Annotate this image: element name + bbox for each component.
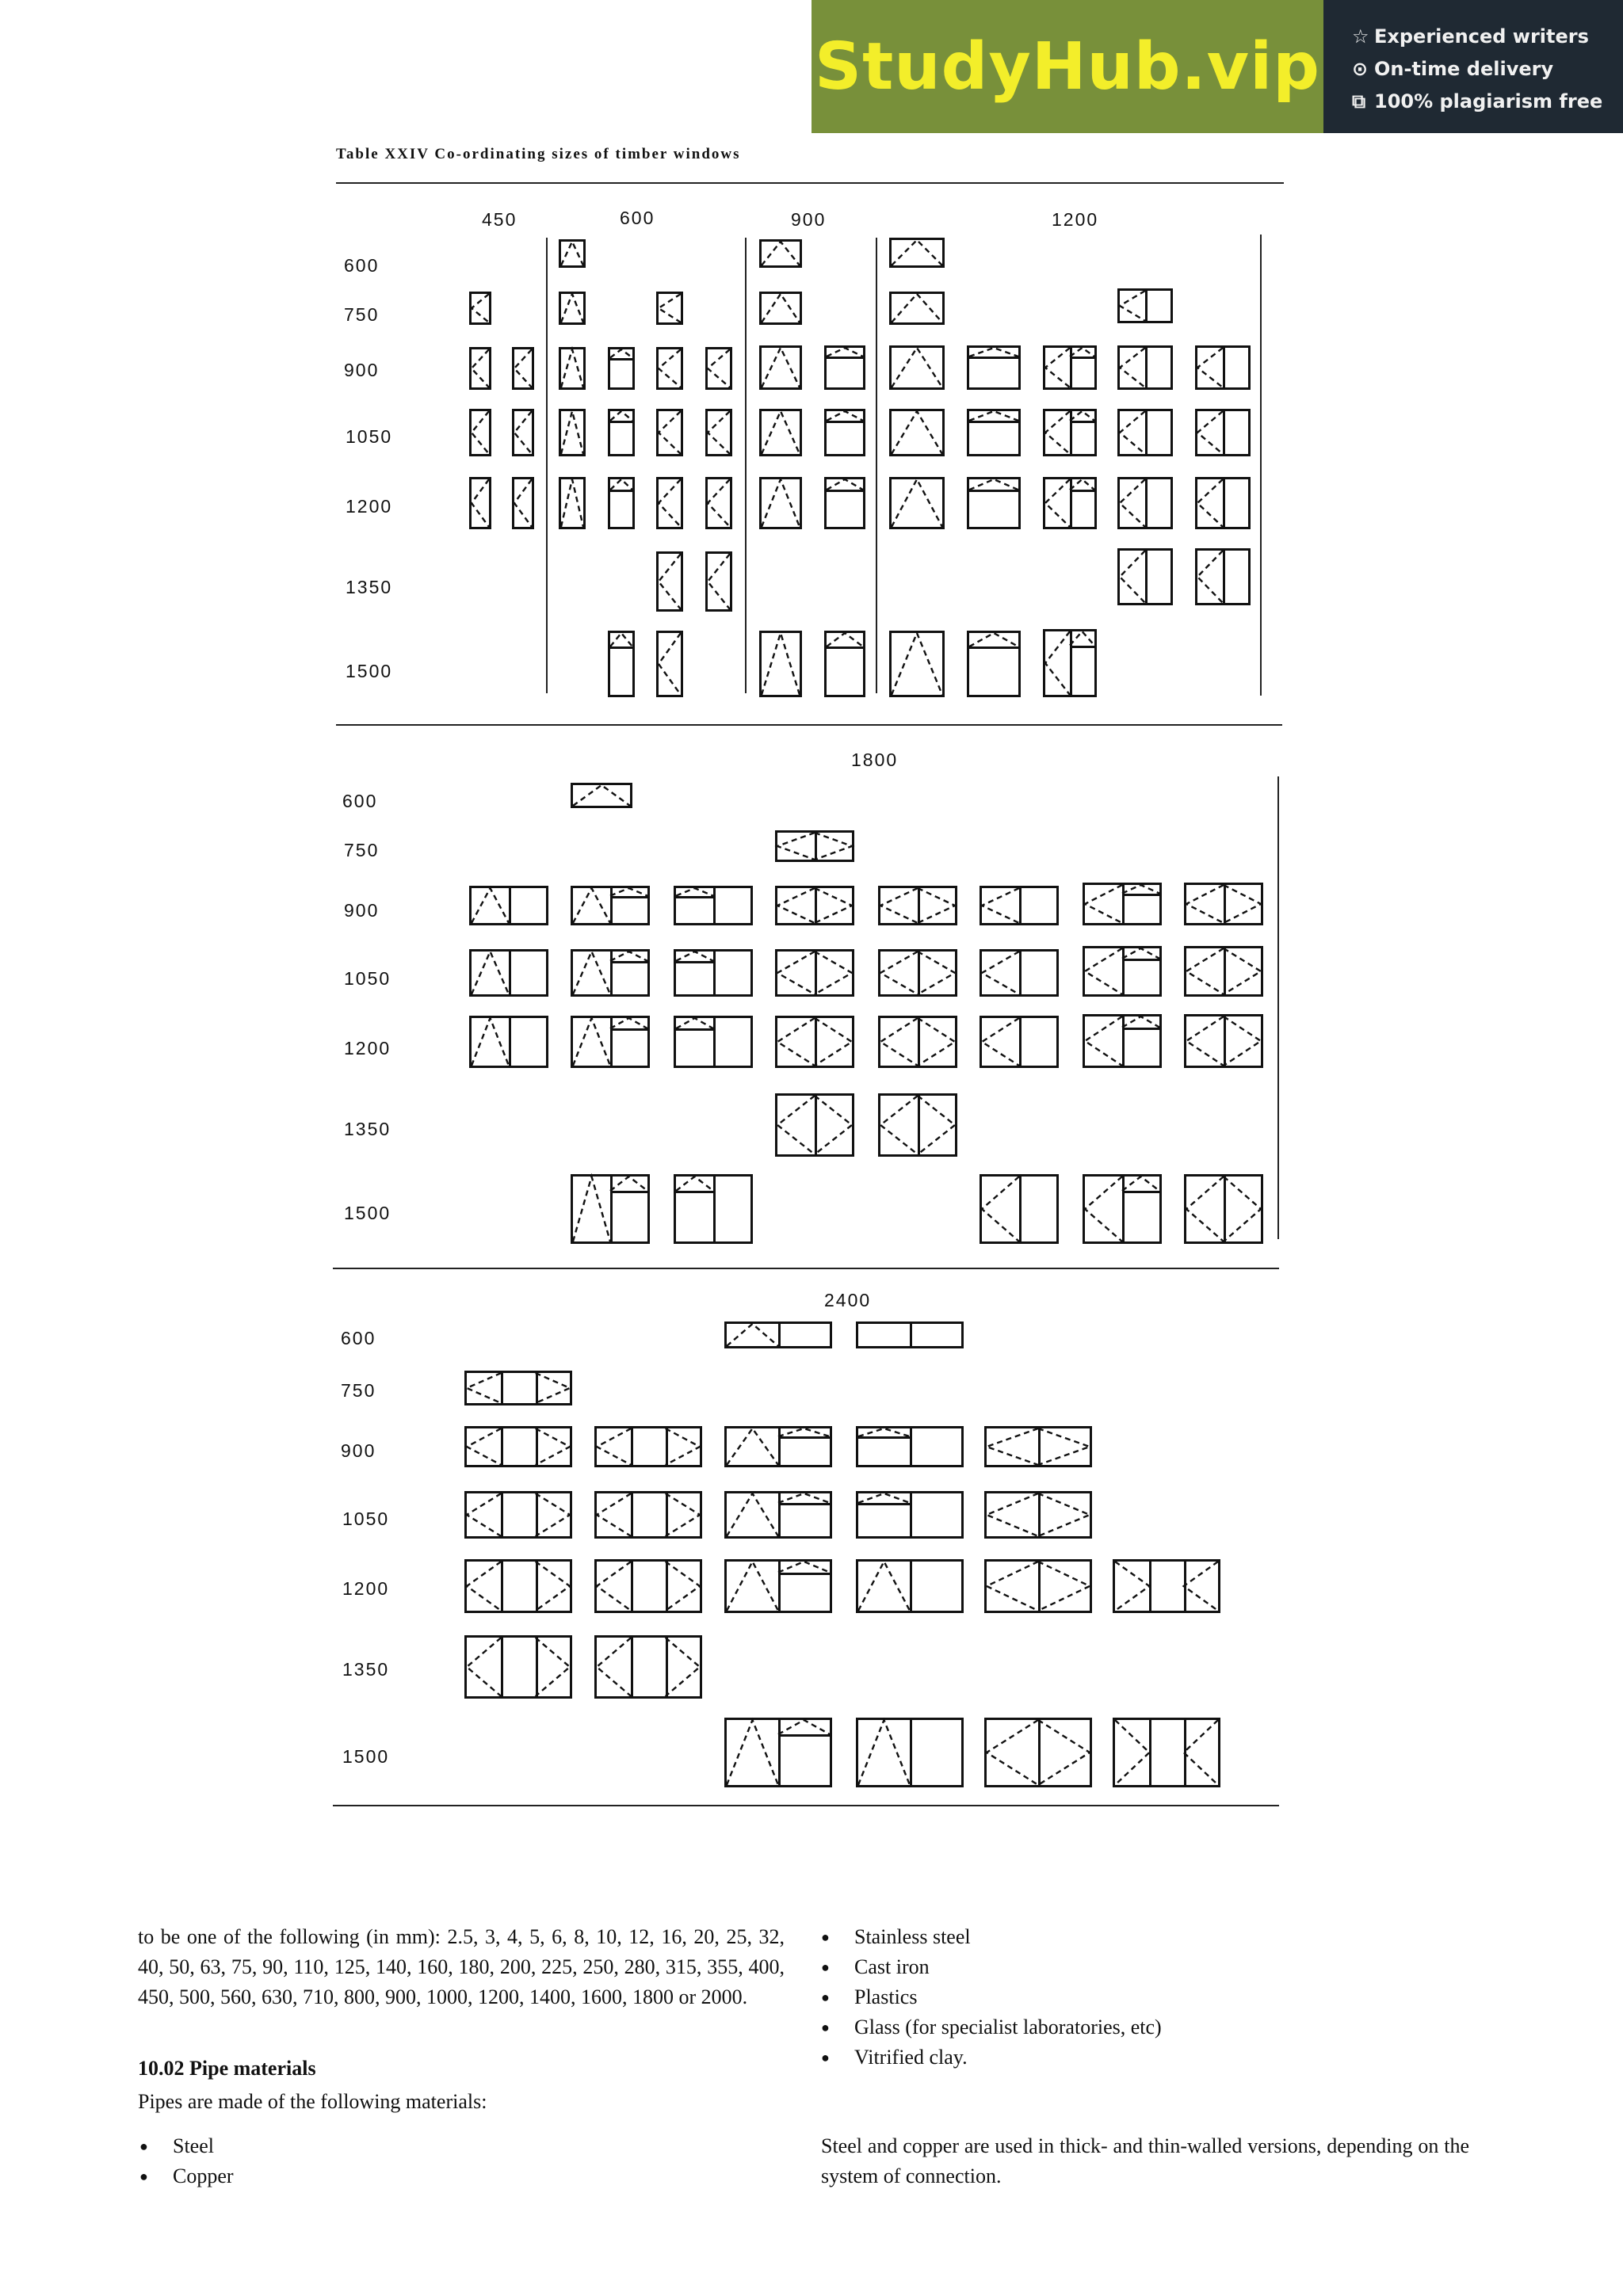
window-diagram [984,1559,1092,1613]
list-item: ● Vitrified clay. [821,2042,1162,2073]
window-diagram [594,1635,702,1699]
window-diagram [889,345,945,390]
window-diagram [980,1016,1059,1068]
window-diagram [512,409,534,456]
height-label: 1500 [342,1746,390,1767]
window-diagram [775,1093,854,1157]
window-diagram [571,1016,650,1068]
column-divider [1277,776,1279,1239]
height-label: 1200 [344,1038,391,1058]
column-divider [1260,235,1262,696]
window-diagram [878,949,957,997]
window-diagram [571,949,650,997]
window-diagram [571,1174,650,1244]
window-diagram [878,886,957,925]
window-diagram [856,1559,964,1613]
perk-item [1352,86,1623,118]
window-diagram [656,409,683,456]
right-paragraph: Steel and copper are used in thick- and thin-walled versions, depending on the system of connection. [821,2134,1469,2187]
window-diagram [878,1016,957,1068]
window-diagram [967,477,1021,529]
window-diagram [775,949,854,997]
section-rule [333,1268,1279,1269]
window-diagram [856,1426,964,1467]
window-diagram [656,477,683,529]
column-divider [546,238,548,693]
window-diagram [1184,1014,1263,1068]
height-label: 750 [344,304,380,325]
window-diagram [824,345,865,390]
window-diagram [1117,409,1173,456]
window-diagram [705,347,732,390]
perk-label: Experienced writers [1374,25,1589,48]
list-item: ● Stainless steel [821,1922,1162,1952]
window-diagram [759,409,802,456]
window-diagram [608,477,635,529]
list-item: ● Steel [139,2131,234,2161]
window-diagram [1184,946,1263,997]
list-item: ● Glass (for specialist laboratories, etc) [821,2012,1162,2042]
table-top-rule [336,182,1284,184]
window-diagram [469,347,491,390]
window-diagram [889,477,945,529]
window-diagram [559,239,586,268]
window-diagram [759,631,802,697]
brand-logo[interactable]: StudyHub.vip [812,0,1323,133]
window-diagram [1113,1718,1220,1787]
column-divider [876,238,877,693]
window-diagram [512,477,534,529]
window-diagram [1117,345,1173,390]
width-label: 2400 [824,1290,872,1310]
window-diagram [464,1559,572,1613]
left-paragraph: to be one of the following (in mm): 2.5, 3, 4, 5, 6, 8, 10, 12, 16, 20, 25, 32, 40, 50, 63, 75, 90, 110, 125, 140, 160, 180, 200, 225, 250, 280, 315, 355, 400, 450, 500, 560, 630, 710, 800, 900, 1000, 1200, 1400, 1600, 1800 or 2000. [138,1925,785,2008]
window-diagram [571,783,632,808]
section-rule [336,724,1282,726]
window-diagram [724,1559,832,1613]
window-diagram [1043,345,1097,390]
window-diagram [608,409,635,456]
window-diagram [980,1174,1059,1244]
height-label: 1050 [342,1508,390,1529]
height-label: 900 [341,1440,376,1461]
window-diagram [824,631,865,697]
window-diagram [980,949,1059,997]
window-diagram [984,1491,1092,1539]
perk-label: On-time delivery [1374,58,1554,80]
window-diagram [705,551,732,612]
window-diagram [724,1491,832,1539]
intro-text: Pipes are made of the following materials: [138,2090,487,2113]
width-label: 900 [791,209,827,230]
window-diagram [512,347,534,390]
window-diagram [759,292,802,325]
height-label: 1050 [346,426,393,447]
window-diagram [594,1491,702,1539]
window-diagram [824,477,865,529]
window-diagram [1083,883,1162,925]
window-diagram [889,409,945,456]
height-label: 600 [342,791,378,811]
height-label: 750 [341,1380,376,1401]
column-divider [745,238,747,693]
window-diagram [656,631,683,697]
window-diagram [705,409,732,456]
window-diagram [759,477,802,529]
window-diagram [967,631,1021,697]
height-label: 1350 [344,1119,391,1139]
window-diagram [984,1426,1092,1467]
window-diagram [1184,883,1263,925]
window-diagram [1083,1014,1162,1068]
window-diagram [889,292,945,325]
window-diagram [759,345,802,390]
width-label: 450 [482,209,517,230]
window-diagram [1117,288,1173,323]
window-diagram [967,409,1021,456]
left-material-list [139,2131,234,2191]
height-label: 900 [344,360,380,380]
window-diagram [856,1718,964,1787]
window-diagram [1195,409,1251,456]
window-diagram [1117,477,1173,529]
window-diagram [724,1426,832,1467]
star-icon: ☆ [1352,25,1369,48]
window-diagram [878,1093,957,1157]
list-item: ● Plastics [821,1982,1162,2012]
window-diagram [1195,548,1251,605]
list-item: ● Copper [139,2161,234,2191]
window-diagram [1043,629,1097,697]
window-diagram [724,1322,832,1348]
window-diagram [775,830,854,862]
right-material-list [821,1922,1162,2073]
window-diagram [759,239,802,268]
window-diagram [1043,477,1097,529]
window-diagram [889,238,945,268]
window-diagram [594,1559,702,1613]
window-diagram [1195,345,1251,390]
window-diagram [967,345,1021,390]
window-diagram [608,347,635,390]
height-label: 750 [344,840,380,860]
window-diagram [469,477,491,529]
height-label: 1200 [346,496,393,517]
height-label: 1200 [342,1578,390,1599]
window-diagram [469,409,491,456]
window-diagram [1184,1174,1263,1244]
window-diagram [464,1491,572,1539]
window-diagram [984,1718,1092,1787]
window-diagram [980,886,1059,925]
width-label: 1200 [1052,209,1099,230]
window-diagram [824,409,865,456]
window-diagram [674,1016,753,1068]
window-diagram [856,1491,964,1539]
window-diagram [705,477,732,529]
height-label: 1350 [342,1659,390,1680]
window-diagram [594,1426,702,1467]
clock-icon: ⊙ [1352,58,1369,80]
perk-label: 100% plagiarism free [1374,90,1603,113]
width-label: 1800 [851,749,899,770]
table-caption: Table XXIV Co-ordinating sizes of timber windows [336,146,741,162]
window-diagram [608,631,635,697]
window-diagram [656,551,683,612]
window-diagram [469,1016,548,1068]
window-diagram [1083,946,1162,997]
window-diagram [464,1426,572,1467]
list-item: ● Cast iron [821,1952,1162,1982]
table-bottom-rule [333,1805,1279,1806]
copy-icon: ⧉ [1352,90,1366,113]
section-heading: 10.02 Pipe materials [138,2057,316,2080]
window-diagram [559,347,586,390]
window-diagram [1043,409,1097,456]
window-diagram [674,949,753,997]
window-diagram [559,477,586,529]
window-diagram [724,1718,832,1787]
window-diagram [1195,477,1251,529]
window-diagram [674,886,753,925]
window-diagram [571,886,650,925]
window-diagram [674,1174,753,1244]
perk-item [1352,53,1623,86]
window-diagram [1083,1174,1162,1244]
window-diagram [656,292,683,325]
window-diagram [889,631,945,697]
window-diagram [469,886,548,925]
window-diagram [464,1635,572,1699]
height-label: 1500 [346,661,393,681]
window-diagram [469,949,548,997]
window-diagram [775,1016,854,1068]
perks-list [1323,0,1623,133]
width-label: 600 [620,208,655,228]
window-diagram [469,292,491,325]
window-diagram [1113,1559,1220,1613]
window-diagram [856,1322,964,1348]
perk-item [1352,21,1623,53]
window-diagram [1117,548,1173,605]
window-diagram [656,347,683,390]
height-label: 1350 [346,577,393,597]
height-label: 600 [341,1328,376,1348]
window-diagram [559,292,586,325]
window-diagram [464,1371,572,1405]
ad-banner[interactable] [812,0,1623,133]
height-label: 1500 [344,1203,391,1223]
height-label: 1050 [344,968,391,989]
height-label: 600 [344,255,380,276]
window-diagram [559,409,586,456]
height-label: 900 [344,900,380,921]
window-diagram [775,886,854,925]
